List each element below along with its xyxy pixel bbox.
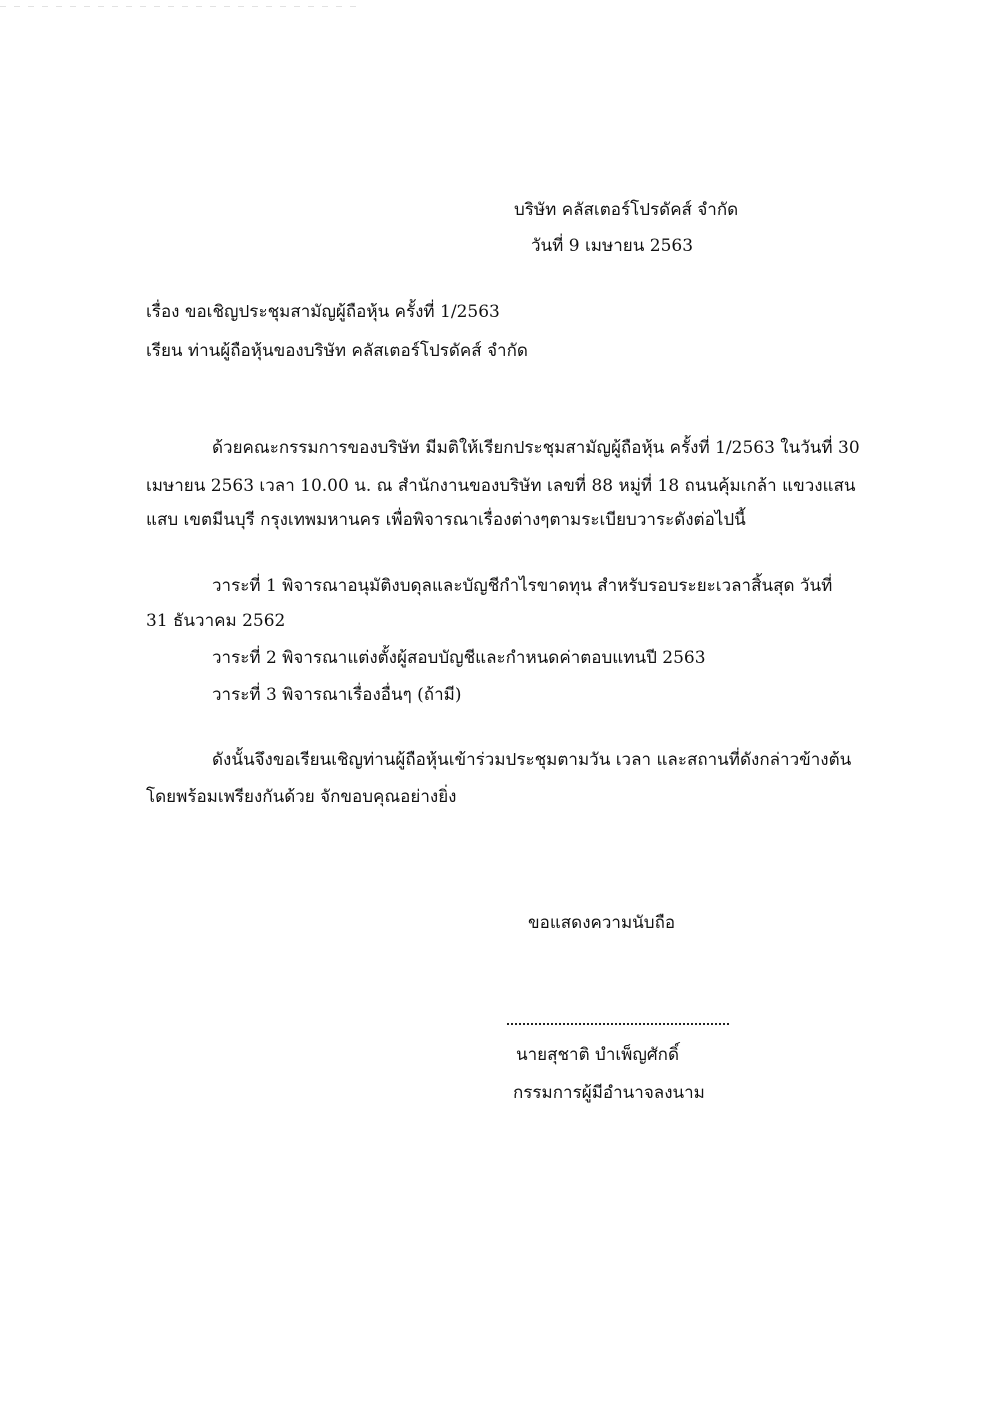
closing-line-1: ดังนั้นจึงขอเรียนเชิญท่านผู้ถือหุ้นเข้าร่วมประชุมตามวัน เวลา และสถานที่ดังกล่าวข้างต้น (212, 750, 852, 770)
body-line-2: เมษายน 2563 เวลา 10.00 น. ณ สำนักงานของบริษัท เลขที่ 88 หมู่ที่ 18 ถนนคุ้มเกล้า แขวงแสน (146, 476, 856, 496)
signer-title: กรรมการผู้มีอำนาจลงนาม (513, 1083, 705, 1103)
agenda-item-2: วาระที่ 2 พิจารณาแต่งตั้งผู้สอบบัญชีและกำหนดค่าตอบแทนปี 2563 (212, 648, 706, 668)
company-name: บริษัท คลัสเตอร์โปรดัคส์ จำกัด (514, 200, 739, 220)
body-line-3: แสบ เขตมีนบุรี กรุงเทพมหานคร เพื่อพิจารณาเรื่องต่างๆตามระเบียบวาระดังต่อไปนี้ (146, 510, 746, 530)
letter-subject: เรื่อง ขอเชิญประชุมสามัญผู้ถือหุ้น ครั้งที่ 1/2563 (146, 302, 500, 322)
closing-regards: ขอแสดงความนับถือ (528, 913, 676, 933)
body-line-1: ด้วยคณะกรรมการของบริษัท มีมติให้เรียกประชุมสามัญผู้ถือหุ้น ครั้งที่ 1/2563 ในวันที่ 30 (212, 438, 860, 458)
letter-recipient: เรียน ท่านผู้ถือหุ้นของบริษัท คลัสเตอร์โปรดัคส์ จำกัด (146, 341, 528, 361)
agenda-item-1: วาระที่ 1 พิจารณาอนุมัติงบดุลและบัญชีกำไรขาดทุน สำหรับรอบระยะเวลาสิ้นสุด วันที่ (212, 576, 833, 596)
closing-line-2: โดยพร้อมเพรียงกันด้วย จักขอบคุณอย่างยิ่ง (146, 787, 457, 807)
signature-line (507, 1023, 729, 1025)
agenda-item-3: วาระที่ 3 พิจารณาเรื่องอื่นๆ (ถ้ามี) (212, 685, 462, 705)
scan-artifact (0, 6, 360, 7)
agenda-item-1-continued: 31 ธันวาคม 2562 (146, 611, 286, 631)
signer-name: นายสุชาติ บำเพ็ญศักดิ์ (516, 1045, 679, 1065)
letter-date: วันที่ 9 เมษายน 2563 (531, 236, 694, 256)
